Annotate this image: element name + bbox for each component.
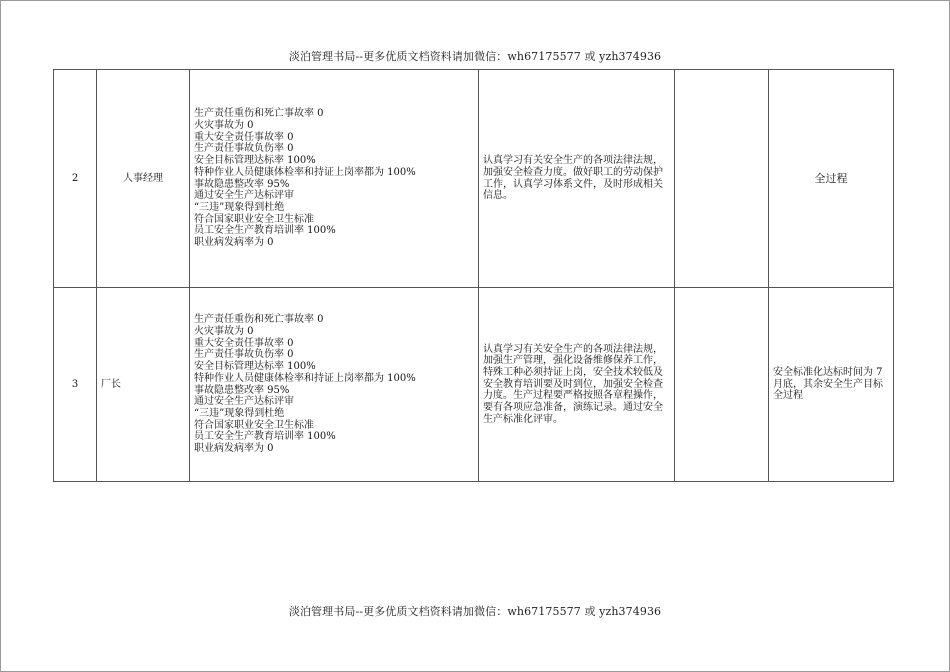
target-item: 员工安全生产教育培训率 100% (194, 225, 336, 237)
target-item: 特种作业人员健康体检率和持证上岗率都为 100% (194, 372, 416, 384)
note-cell: 安全标准化达标时间为 7 月底，其余安全生产目标全过程 (769, 288, 894, 482)
role-cell: 厂长 (97, 288, 190, 482)
measures-cell: 认真学习有关安全生产的各项法律法规，加强安全检查力度。做好职工的劳动保护工作，认真学习体系文件，及时形成相关信息。 (479, 70, 675, 288)
role-cell: 人事经理 (97, 70, 190, 288)
target-item: “三违”现象得到杜绝 (194, 407, 285, 419)
target-item: 通过安全生产达标评审 (194, 396, 294, 408)
target-item: 重大安全责任事故率 0 (194, 337, 294, 349)
empty-cell (675, 288, 769, 482)
table-row (54, 70, 894, 288)
target-item: 生产责任重伤和死亡事故率 0 (194, 108, 324, 120)
empty-cell (675, 70, 769, 288)
target-item: 事故隐患整改率 95% (194, 384, 290, 396)
page-header: 淡泊管理书局--更多优质文档资料请加微信：wh67175577 或 yzh374936 (288, 50, 662, 63)
note-cell: 全过程 (769, 70, 894, 288)
table-row (54, 288, 894, 482)
target-item: 通过安全生产达标评审 (194, 190, 294, 202)
target-item: 火灾事故为 0 (194, 325, 254, 337)
target-item: 职业病发病率为 0 (194, 237, 274, 249)
measures-cell: 认真学习有关安全生产的各项法律法规，加强生产管理，强化设备维修保养工作，特殊工种必须持证上岗，安全技术较低及安全教育培训要及时到位，加强安全检查力度。生产过程要严格按照各章程操作，要有各项应急准备，演练记录。通过安全生产标准化评审。 (479, 288, 675, 482)
targets-cell (190, 70, 479, 288)
target-item: 员工安全生产教育培训率 100% (194, 431, 336, 443)
target-item: 职业病发病率为 0 (194, 443, 274, 455)
responsibility-table (53, 69, 894, 482)
target-item: 特种作业人员健康体检率和持证上岗率都为 100% (194, 166, 416, 178)
target-item: 生产责任事故负伤率 0 (194, 143, 294, 155)
target-item: 事故隐患整改率 95% (194, 178, 290, 190)
target-item: 安全目标管理达标率 100% (194, 361, 316, 373)
row-number: 2 (54, 70, 97, 288)
target-item: 生产责任事故负伤率 0 (194, 349, 294, 361)
row-number: 3 (54, 288, 97, 482)
target-item: 生产责任重伤和死亡事故率 0 (194, 314, 324, 326)
target-item: 符合国家职业安全卫生标准 (194, 213, 314, 225)
page-footer: 淡泊管理书局--更多优质文档资料请加微信：wh67175577 或 yzh374936 (288, 605, 662, 618)
target-item: 火灾事故为 0 (194, 119, 254, 131)
target-item: 重大安全责任事故率 0 (194, 131, 294, 143)
target-item: “三违”现象得到杜绝 (194, 201, 285, 213)
target-item: 安全目标管理达标率 100% (194, 155, 316, 167)
targets-cell (190, 288, 479, 482)
target-item: 符合国家职业安全卫生标准 (194, 419, 314, 431)
